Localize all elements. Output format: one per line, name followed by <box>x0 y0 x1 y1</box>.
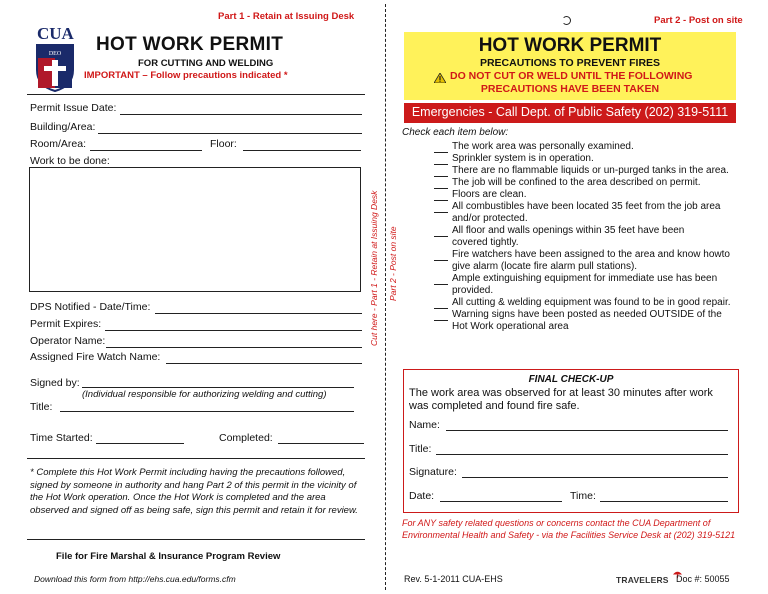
checklist-item-text: All cutting & welding equipment was found to be in good repair. <box>452 297 731 308</box>
right-title: HOT WORK PERMIT <box>478 35 662 56</box>
title-label: Title: <box>30 401 53 413</box>
download-link[interactable]: Download this form from http://ehs.cua.edu/forms.cfm <box>34 574 236 584</box>
operator-name-label: Operator Name: <box>30 335 106 347</box>
room-area-field[interactable] <box>90 150 202 151</box>
emergency-banner <box>404 103 736 123</box>
final-signature-field[interactable] <box>462 477 728 478</box>
cua-logo <box>32 24 78 94</box>
checklist-item[interactable] <box>434 201 740 225</box>
final-name-label: Name: <box>409 419 440 431</box>
checkbox-blank[interactable] <box>434 177 448 189</box>
checklist-item-text: Ample extinguishing equipment for immediate use has been provided. <box>452 273 718 296</box>
checkbox-blank[interactable] <box>434 165 448 177</box>
floor-field[interactable] <box>243 150 361 151</box>
time-started-field[interactable] <box>96 443 184 444</box>
checklist-item-text: Fire watchers have been assigned to the area and know howto give alarm (locate fire alarm pull stations). <box>452 249 730 272</box>
completed-label: Completed: <box>219 432 273 444</box>
checklist-item-text: Warning signs have been posted as needed OUTSIDE of the Hot Work operational area <box>452 309 722 332</box>
signed-by-field[interactable] <box>82 387 354 388</box>
final-signature-label: Signature: <box>409 466 457 478</box>
cut-part2-label: Part 2 - Post on site <box>388 226 398 301</box>
fire-watch-name-label: Assigned Fire Watch Name: <box>30 351 161 363</box>
left-title: HOT WORK PERMIT <box>96 34 284 55</box>
final-time-field[interactable] <box>600 501 728 502</box>
checkbox-blank[interactable] <box>434 273 448 285</box>
safety-note: For ANY safety related questions or concerns contact the CUA Department of Environmental Health and Safety - via the Facilities Service Desk at (202) 319-5121 <box>402 518 736 540</box>
final-checkup-text: The work area was observed for at least 30 minutes after work was completed and found fire safe. <box>409 387 713 412</box>
room-area-label: Room/Area: <box>30 138 87 150</box>
checklist-item[interactable] <box>434 225 740 249</box>
signed-by-label: Signed by: <box>30 377 80 389</box>
checklist-item-text: The job will be confined to the area described on permit. <box>452 177 701 188</box>
final-title-label: Title: <box>409 443 432 455</box>
right-part-label: Part 2 - Post on site <box>654 15 743 26</box>
warning-line-1: DO NOT CUT OR WELD UNTIL THE FOLLOWING <box>450 70 693 82</box>
building-area-field[interactable] <box>98 133 362 134</box>
cut-here-label: Cut here - Part 1 - Retain at Issuing Desk <box>369 190 379 346</box>
warning-line-2: PRECAUTIONS HAVE BEEN TAKEN <box>480 83 660 95</box>
checklist-item[interactable] <box>434 249 740 273</box>
right-subtitle: PRECAUTIONS TO PREVENT FIRES <box>479 57 661 69</box>
checklist-item-text: All combustibles have been located 35 feet from the job area and/or protected. <box>452 201 721 224</box>
operator-name-field[interactable] <box>106 347 362 348</box>
checklist-item[interactable] <box>434 177 740 189</box>
checklist-item[interactable] <box>434 141 740 153</box>
dps-notified-label: DPS Notified - Date/Time: <box>30 301 151 313</box>
checkbox-blank[interactable] <box>434 141 448 153</box>
checklist-item[interactable] <box>434 297 740 309</box>
permit-expires-label: Permit Expires: <box>30 318 102 330</box>
checkbox-blank[interactable] <box>434 201 448 213</box>
checklist-item[interactable] <box>434 189 740 201</box>
checklist <box>434 141 740 333</box>
dps-notified-field[interactable] <box>155 313 362 314</box>
left-part-label: Part 1 - Retain at Issuing Desk <box>218 11 355 22</box>
building-area-label: Building/Area: <box>30 121 96 133</box>
completed-field[interactable] <box>278 443 364 444</box>
checklist-item-text: Sprinkler system is in operation. <box>452 153 594 164</box>
checkbox-blank[interactable] <box>434 297 448 309</box>
travelers-logo <box>616 570 682 588</box>
left-divider-mid <box>27 458 365 459</box>
hang-hole-icon <box>562 16 571 25</box>
doc-number: Doc #: 50055 <box>676 574 730 584</box>
revision-text: Rev. 5-1-2011 CUA-EHS <box>404 574 503 584</box>
final-name-field[interactable] <box>446 430 728 431</box>
shield-icon <box>36 44 74 92</box>
checklist-item-text: All floor and walls openings within 35 feet have been covered tightly. <box>452 225 685 248</box>
left-divider-bottom <box>27 539 365 540</box>
checkbox-blank[interactable] <box>434 189 448 201</box>
checklist-item-text: The work area was personally examined. <box>452 141 634 152</box>
travelers-wordmark: TRAVELERS <box>616 575 669 585</box>
final-date-label: Date: <box>409 490 435 502</box>
final-date-field[interactable] <box>440 501 562 502</box>
checklist-item-text: Floors are clean. <box>452 189 527 200</box>
permit-issue-date-label: Permit Issue Date: <box>30 102 117 114</box>
fire-watch-name-field[interactable] <box>166 363 362 364</box>
work-to-be-done-label: Work to be done: <box>30 155 110 167</box>
final-checkup-box <box>403 369 739 513</box>
checklist-item[interactable] <box>434 165 740 177</box>
cut-line <box>385 4 386 590</box>
final-checkup-title: FINAL CHECK-UP <box>528 374 614 385</box>
checklist-item[interactable] <box>434 273 740 297</box>
file-for-review: File for Fire Marshal & Insurance Program Review <box>56 551 281 562</box>
final-time-label: Time: <box>570 490 596 502</box>
time-started-label: Time Started: <box>30 432 93 444</box>
important-note: IMPORTANT – Follow precautions indicated * <box>84 70 288 81</box>
left-divider-top <box>27 94 365 95</box>
check-intro: Check each item below: <box>402 127 509 138</box>
yellow-header <box>404 32 736 100</box>
emergency-text: Emergencies - Call Dept. of Public Safety (202) 319-5111 <box>411 105 729 119</box>
permit-issue-date-field[interactable] <box>120 114 362 115</box>
instructions-text: * Complete this Hot Work Permit including having the precautions followed, signed by someone in authority and hang Part 2 of this permit in the vicinity of the Hot Work operation. Once the Hot Work is completed and the area observed and signed off as being safe, sign this permit and retain it for review. <box>30 467 358 516</box>
checklist-item-text: There are no flammable liquids or un-purged tanks in the area. <box>452 165 729 176</box>
logo-text: CUA <box>37 24 74 43</box>
checkbox-blank[interactable] <box>434 153 448 165</box>
left-subtitle: FOR CUTTING AND WELDING <box>138 58 274 69</box>
svg-text:DEO: DEO <box>48 51 62 57</box>
signed-by-note: (Individual responsible for authorizing welding and cutting) <box>82 389 327 400</box>
checkbox-blank[interactable] <box>434 249 448 261</box>
warning-icon <box>434 70 446 80</box>
checkbox-blank[interactable] <box>434 309 448 321</box>
checklist-item[interactable] <box>434 153 740 165</box>
final-title-field[interactable] <box>436 454 728 455</box>
checkbox-blank[interactable] <box>434 225 448 237</box>
work-to-be-done-box[interactable] <box>29 167 361 292</box>
floor-label: Floor: <box>210 138 237 150</box>
title-field[interactable] <box>60 411 354 412</box>
permit-expires-field[interactable] <box>105 330 362 331</box>
checklist-item[interactable] <box>434 309 740 333</box>
